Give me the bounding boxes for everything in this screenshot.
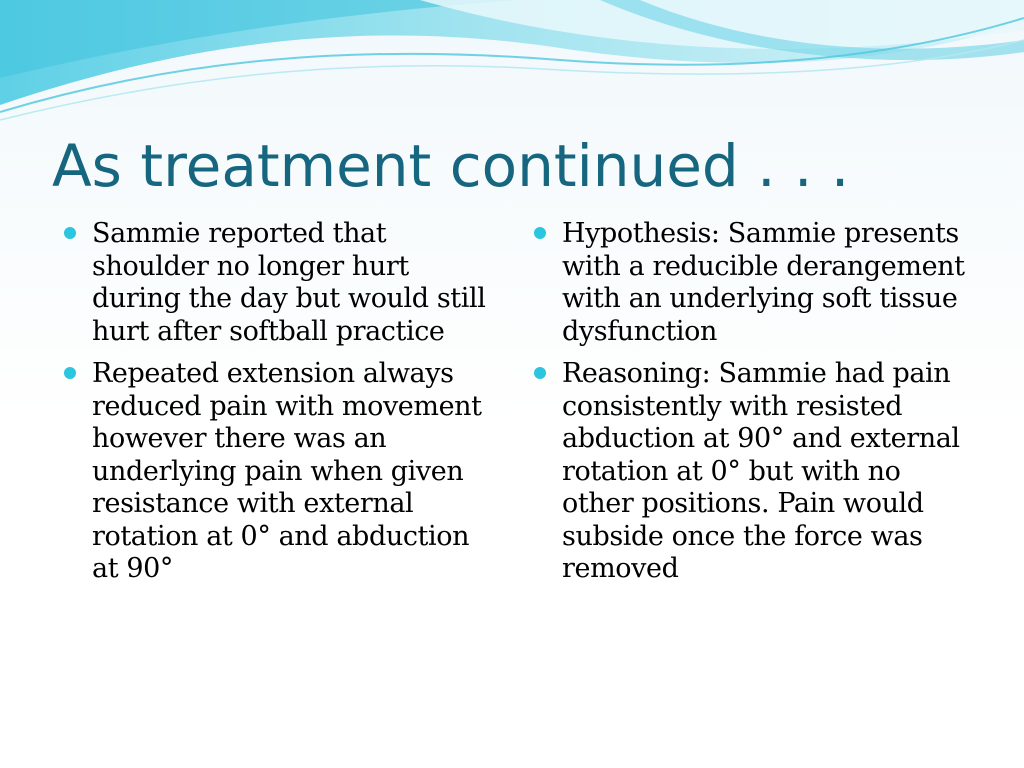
round-bullet-icon	[64, 227, 76, 239]
right-column	[534, 218, 974, 596]
left-column	[64, 218, 496, 596]
slide-title: As treatment continued . . .	[52, 132, 850, 200]
bullet-text: Repeated extension always reduced pain with movement however there was an underlying pain when given resistance with external rotation at 0° and abduction at 90°	[92, 358, 482, 584]
bullet-text: Reasoning: Sammie had pain consistently with resisted abduction at 90° and external rotation at 0° but with no other positions. Pain would subside once the force was removed	[562, 358, 960, 584]
bullet-text: Sammie reported that shoulder no longer hurt during the day but would still hurt after softball practice	[92, 218, 486, 347]
list-item	[64, 358, 496, 586]
round-bullet-icon	[534, 227, 546, 239]
list-item	[64, 218, 496, 348]
list-item	[534, 218, 974, 348]
round-bullet-icon	[64, 367, 76, 379]
list-item	[534, 358, 974, 586]
round-bullet-icon	[534, 367, 546, 379]
bullet-text: Hypothesis: Sammie presents with a reducible derangement with an underlying soft tissue dysfunction	[562, 218, 965, 347]
wave-decoration	[0, 0, 1024, 130]
